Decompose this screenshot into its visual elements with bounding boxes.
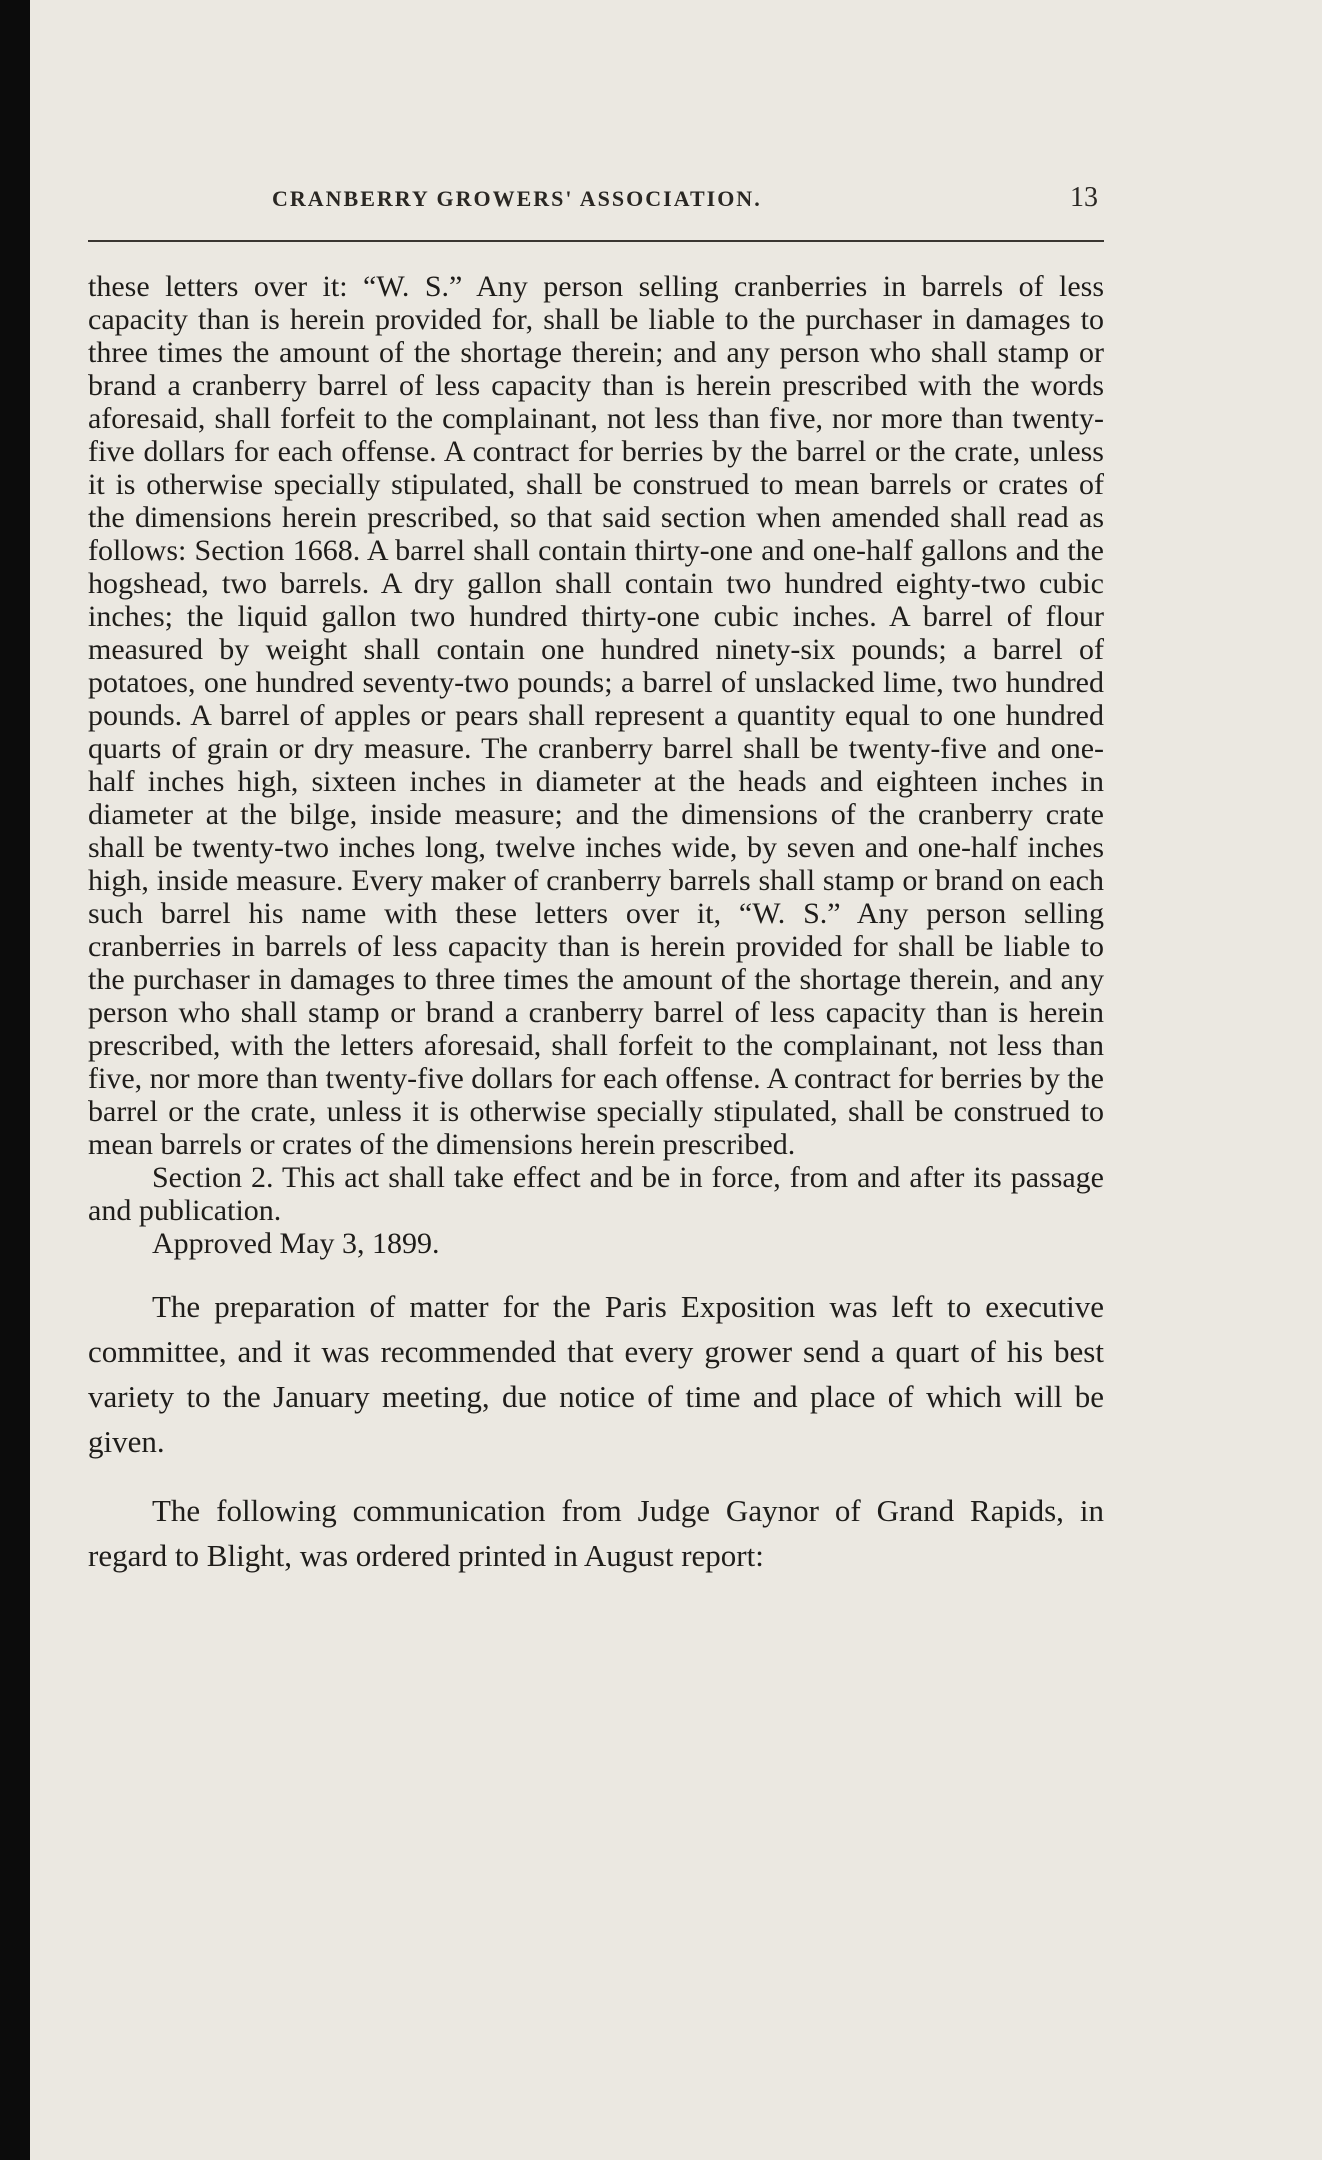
book-page <box>88 0 1104 2160</box>
statute-paragraph: these letters over it: “W. S.” Any person selling cranberries in barrels of less capacity than is herein provided for, shall be liable to the purchaser in damages to three times the amount of the shortage therein; and any person who shall stamp or brand a cranberry barrel of less capacity than is herein prescribed with the words aforesaid, shall forfeit to the complainant, not less than five, nor more than twenty-five dollars for each offense. A contract for berries by the barrel or the crate, unless it is otherwise specially stipulated, shall be construed to mean barrels or crates of the dimensions herein prescribed, so that said section when amended shall read as follows: Section 1668. A barrel shall contain thirty-one and one-half gallons and the hogshead, two barrels. A dry gallon shall contain two hundred eighty-two cubic inches; the liquid gallon two hundred thirty-one cubic inches. A barrel of flour measured by weight shall contain one hundred ninety-six pounds; a barrel of potatoes, one hundred seventy-two pounds; a barrel of unslacked lime, two hundred pounds. A barrel of apples or pears shall represent a quantity equal to one hundred quarts of grain or dry measure. The cranberry barrel shall be twenty-five and one-half inches high, sixteen inches in diameter at the heads and eighteen inches in diameter at the bilge, inside measure; and the dimensions of the cranberry crate shall be twenty-two inches long, twelve inches wide, by seven and one-half inches high, inside measure. Every maker of cranberry barrels shall stamp or brand on each such barrel his name with these letters over it, “W. S.” Any person selling cranberries in barrels of less capacity than is herein provided for shall be liable to the purchaser in damages to three times the amount of the shortage therein, and any person who shall stamp or brand a cranberry barrel of less capacity than is herein prescribed, with the letters aforesaid, shall forfeit to the complainant, not less than five, nor more than twenty-five dollars for each offense. A contract for berries by the barrel or the crate, unless it is otherwise specially stipulated, shall be construed to mean barrels or crates of the dimensions herein prescribed. <box>88 270 1104 1161</box>
scan-edge <box>0 0 30 2160</box>
body-text <box>88 270 1104 1602</box>
paris-exposition-paragraph: The preparation of matter for the Paris Exposition was left to executive committee, and it was recommended that every grower send a quart of his best variety to the January meeting, due notice of time and place of which will be given. <box>88 1289 1104 1459</box>
running-title: CRANBERRY GROWERS' ASSOCIATION. <box>272 186 762 211</box>
approved-line: Approved May 3, 1899. <box>152 1227 440 1260</box>
header-rule <box>88 240 1104 242</box>
running-head <box>88 180 1104 220</box>
page-number: 13 <box>1070 182 1098 213</box>
communication-paragraph: The following communication from Judge Gaynor of Grand Rapids, in regard to Blight, was ordered printed in August report: <box>88 1493 1104 1573</box>
section-2-paragraph: Section 2. This act shall take effect and be in force, from and after its passage and publication. <box>88 1161 1104 1227</box>
